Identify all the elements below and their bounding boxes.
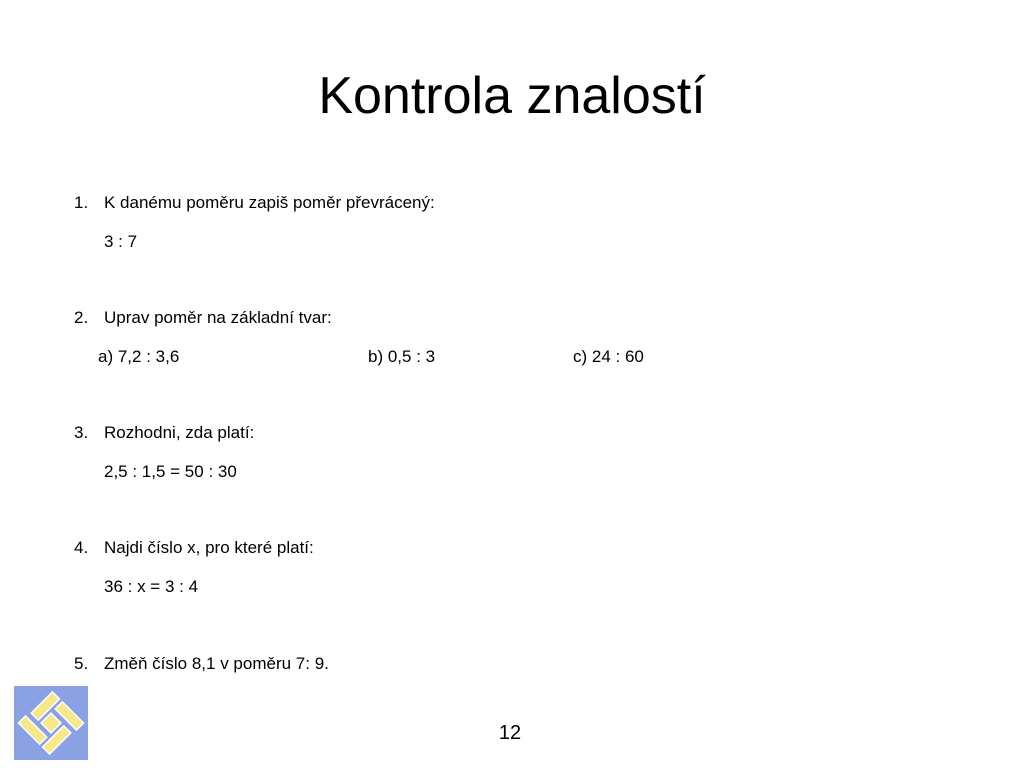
diamond-knot-logo-icon: [14, 686, 88, 760]
question-prompt: Uprav poměr na základní tvar:: [104, 308, 332, 327]
question-prompt: Změň číslo 8,1 v poměru 7: 9.: [104, 654, 329, 673]
question-number: 2.: [74, 308, 89, 327]
question-detail: 3 : 7: [104, 232, 138, 251]
question-number: 1.: [74, 193, 89, 212]
question-prompt: K danému poměru zapiš poměr převrácený:: [104, 193, 435, 212]
question-prompt: Najdi číslo x, pro které platí:: [104, 538, 314, 557]
logo-graphic: [14, 686, 88, 760]
question-detail: 2,5 : 1,5 = 50 : 30: [104, 462, 237, 481]
question-number: 4.: [74, 538, 89, 557]
question-detail: 36 : x = 3 : 4: [104, 577, 199, 596]
question-part-a: a) 7,2 : 3,6: [98, 347, 180, 366]
question-prompt: Rozhodni, zda platí:: [104, 423, 255, 442]
slide-title: Kontrola znalostí: [318, 67, 706, 125]
page-number: 12: [498, 722, 522, 744]
question-number: 3.: [74, 423, 89, 442]
question-part-b: b) 0,5 : 3: [368, 347, 436, 366]
question-part-c: c) 24 : 60: [573, 347, 644, 366]
question-number: 5.: [74, 654, 89, 673]
